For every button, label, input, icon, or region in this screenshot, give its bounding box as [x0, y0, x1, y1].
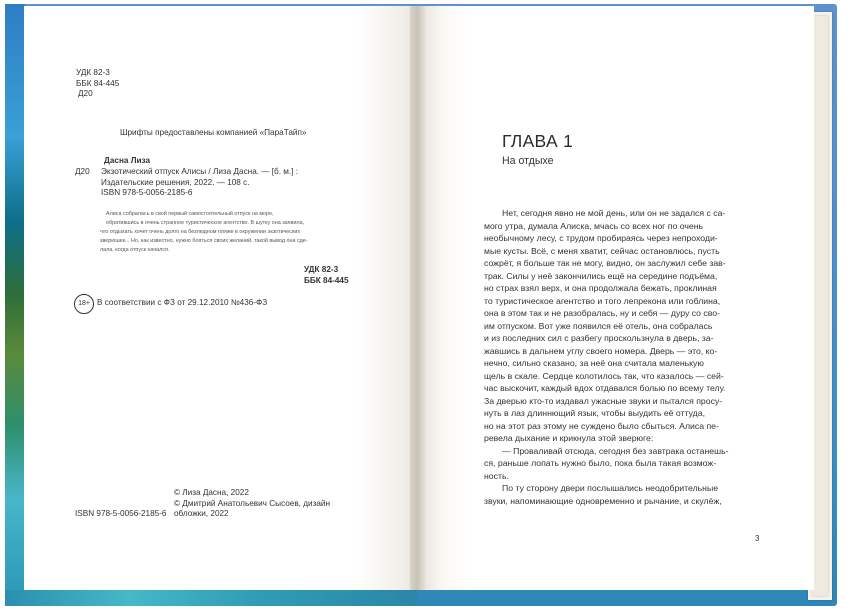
annotation-line: что отдыхать хочет очень долго на безлюдном пляже в окружении экзотических	[100, 229, 301, 235]
copyright-line: обложки, 2022	[174, 509, 229, 519]
body-text-line: сожрёт, я больше так не могу, видно, он заслужил себе зав-	[484, 258, 726, 268]
body-text-line: По ту сторону двери послышались неодобрительные	[502, 483, 719, 493]
body-text-line: мые кусты. Всё, с меня хватит, сейчас остановлюсь, пусть	[484, 245, 720, 256]
body-text-line: но на этот раз этому не суждено было сбыться. Алиса пе-	[484, 420, 719, 431]
biblio-line: Издательские решения, 2022. — 108 с.	[101, 177, 250, 187]
chapter-subtitle: На отдыхе	[502, 155, 554, 167]
body-text-line: нуть в лаз длиннющий язык, чтобы выудить её оттуда,	[484, 408, 705, 418]
bbk-header-line: ББК 84-445	[76, 78, 120, 88]
body-text-line: ся, раньше лопать нужно было, пока была такая возмож-	[484, 458, 717, 468]
body-text-line: час выскочит, каждый вдох отдавался болью по всему телу.	[484, 383, 726, 393]
biblio-line: Экзотический отпуск Алисы / Лиза Дасна. — [б. м.] :	[101, 167, 299, 176]
copyright-block	[174, 488, 330, 520]
body-text-line: звуки, напоминающие одновременно и рычание, и скулёж,	[484, 495, 722, 506]
cover-sea-edge	[5, 590, 417, 606]
udk-header-block	[76, 68, 119, 100]
body-text-line: щель в скале. Сердце колотилось так, что казалось — сей-	[484, 370, 724, 381]
body-text-line: и из последних сил с разбегу проскользнула в дверь, за-	[484, 333, 714, 343]
cover-tropical-edge	[5, 4, 25, 606]
chapter-body-text	[484, 207, 760, 507]
body-text-line: необычному лесу, с трудом пробираясь через непроходи-	[484, 233, 718, 243]
page-number: 3	[755, 534, 760, 543]
body-text-line: жавшись в дальнем углу своего номера. Дверь — это, ко-	[484, 345, 718, 356]
page-stack-edge	[812, 16, 828, 596]
udk-footer-block	[304, 265, 349, 286]
annotation-line: лала, когда отпуск начался.	[100, 247, 170, 253]
chapter-title: ГЛАВА 1	[502, 131, 574, 151]
annotation-line: зверюшек... Но, как известно, нужно бояться своих желаний, такой вывод она сде-	[100, 238, 308, 244]
body-text-line: нечно, сильно сказано, за неё она считала маленькую	[484, 358, 704, 368]
bibliographic-record	[101, 167, 298, 199]
udk-footer-line: УДК 82-3	[304, 265, 339, 274]
annotation-line: обратившись в очень странное туристическое агентство. В шутку она заявила,	[106, 220, 305, 226]
body-text-line: то туристическое агентство и того лепрекона или гоблина,	[484, 295, 721, 306]
body-text-line: За дверью кто-то издавал ужасные звуки и пытался просу-	[484, 395, 723, 406]
fonts-note: Шрифты предоставлены компанией «ПараТайп»	[120, 128, 307, 137]
body-text-line: — Проваливай отсюда, сегодня без завтрака останешь-	[502, 445, 729, 456]
annotation	[100, 210, 324, 255]
copyright-line: © Лиза Дасна, 2022	[174, 488, 249, 497]
catalog-code: Д20	[75, 167, 90, 176]
body-text-line: ность.	[484, 470, 509, 481]
isbn-footer: ISBN 978-5-0056-2185-6	[75, 509, 167, 518]
author-name: Дасна Лиза	[104, 156, 151, 165]
body-text-line: им отпуском. Вот уже появился её отель, она собралась	[484, 320, 713, 331]
body-text-line: она в этом так и не разобралась, ну и себя — дуру со сво-	[484, 308, 720, 318]
age-rating-badge: 18+	[74, 294, 94, 314]
body-text-line: мого утра, думала Алиска, мчась со всех ног по очень	[484, 220, 704, 231]
book-spine	[410, 6, 426, 590]
udk-header-line: УДК 82-3	[76, 68, 110, 77]
body-text-line: трак. Силы у неё закончились ещё на середине подъёма,	[484, 270, 718, 281]
annotation-line: Алиса собралась в свой первый самостоятельный отпуск на море,	[106, 211, 274, 217]
body-text-line: Нет, сегодня явно не мой день, или он не задался с са-	[502, 208, 726, 218]
law-note: В соответствии с ФЗ от 29.12.2010 №436-ФЗ	[97, 298, 268, 307]
code-header-line: Д20	[78, 89, 93, 99]
body-text-line: ревела дыхание и крикнула этой зверюге:	[484, 433, 654, 443]
bbk-footer-line: ББК 84-445	[304, 275, 349, 285]
body-text-line: но страх взял верх, и она продолжала бежать, проклиная	[484, 283, 717, 293]
copyright-line: © Дмитрий Анатольевич Сысоев, дизайн	[174, 498, 330, 508]
biblio-line: ISBN 978-5-0056-2185-6	[101, 188, 193, 198]
